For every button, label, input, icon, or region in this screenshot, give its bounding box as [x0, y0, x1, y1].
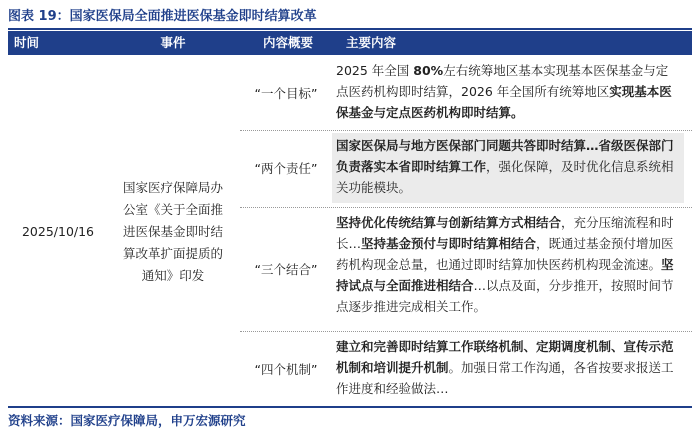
source-note: 资料来源：国家医疗保障局，申万宏源研究	[8, 413, 246, 428]
header-content-label: 主要内容	[346, 35, 397, 50]
table-row	[240, 58, 692, 128]
content-cell	[332, 210, 684, 328]
summary-cell: “一个目标”	[254, 86, 318, 101]
header-event	[108, 31, 238, 55]
table-header	[8, 31, 692, 55]
bold-text: 坚持优化传统结算与创新结算方式相结合	[336, 215, 562, 230]
body-text: ，既通过基金预付增加医药机构现金总量，也通过即时结算加快医药机构现金流速。	[336, 236, 674, 272]
bold-text: 80%	[413, 63, 444, 78]
content-cell	[332, 334, 684, 404]
time-value: 2025/10/16	[21, 224, 95, 239]
bold-text: 坚持试点与全面推进相结合	[336, 257, 674, 293]
event-cell	[108, 58, 238, 405]
summary-cell: “三个结合”	[254, 262, 318, 277]
header-content	[340, 31, 692, 55]
body-text: 2025 年全国	[336, 63, 414, 78]
bold-text: 建立和完善即时结算工作联络机制、定期调度机制、宣传示范机制和培训提升机制	[336, 339, 674, 375]
body-text: 。加强日常工作沟通，各省按要求报送工作进度和经验做法…	[336, 360, 674, 396]
header-time-label: 时间	[14, 35, 40, 50]
body-text: …以点及面，分步推开，按照时间节点逐步推进完成相关工作。	[336, 278, 674, 314]
table-row	[240, 210, 692, 328]
event-text: 国家医疗保障局办公室《关于全面推进医保基金即时结算改革扩面提质的通知》印发	[123, 179, 224, 283]
table-row	[240, 133, 692, 203]
summary-cell: “两个责任”	[254, 161, 318, 176]
row-divider	[240, 331, 692, 332]
header-time	[8, 31, 108, 55]
table-row	[240, 334, 692, 404]
summary-cell: “四个机制”	[254, 362, 318, 377]
body-text: 左右统筹地区基本实现基本医保基金与定点医药机构即时结算，2026 年全国所有统筹地区	[336, 63, 669, 99]
content-cell	[332, 133, 684, 203]
row-divider	[240, 207, 692, 208]
table-bottom-rule	[8, 406, 692, 408]
header-summary	[240, 31, 336, 55]
bold-text: 坚持基金预付与即时结算相结合	[361, 236, 537, 251]
body-text: ，充分压缩流程和时长…	[336, 215, 674, 251]
time-cell	[8, 58, 108, 405]
header-summary-label: 内容概要	[262, 35, 313, 50]
body-text: ，强化保障，及时优化信息系统相关功能模块。	[336, 159, 674, 195]
header-event-label: 事件	[160, 35, 186, 50]
content-cell	[332, 58, 684, 128]
row-divider	[240, 130, 692, 131]
bold-text: 国家医保局与地方医保部门同题共答即时结算…省级医保部门负责落实本省即时结算工作	[336, 138, 674, 174]
bold-text: 实现基本医保基金与定点医药机构即时结算。	[336, 84, 672, 120]
figure-title: 图表 19：国家医保局全面推进医保基金即时结算改革	[8, 6, 692, 30]
